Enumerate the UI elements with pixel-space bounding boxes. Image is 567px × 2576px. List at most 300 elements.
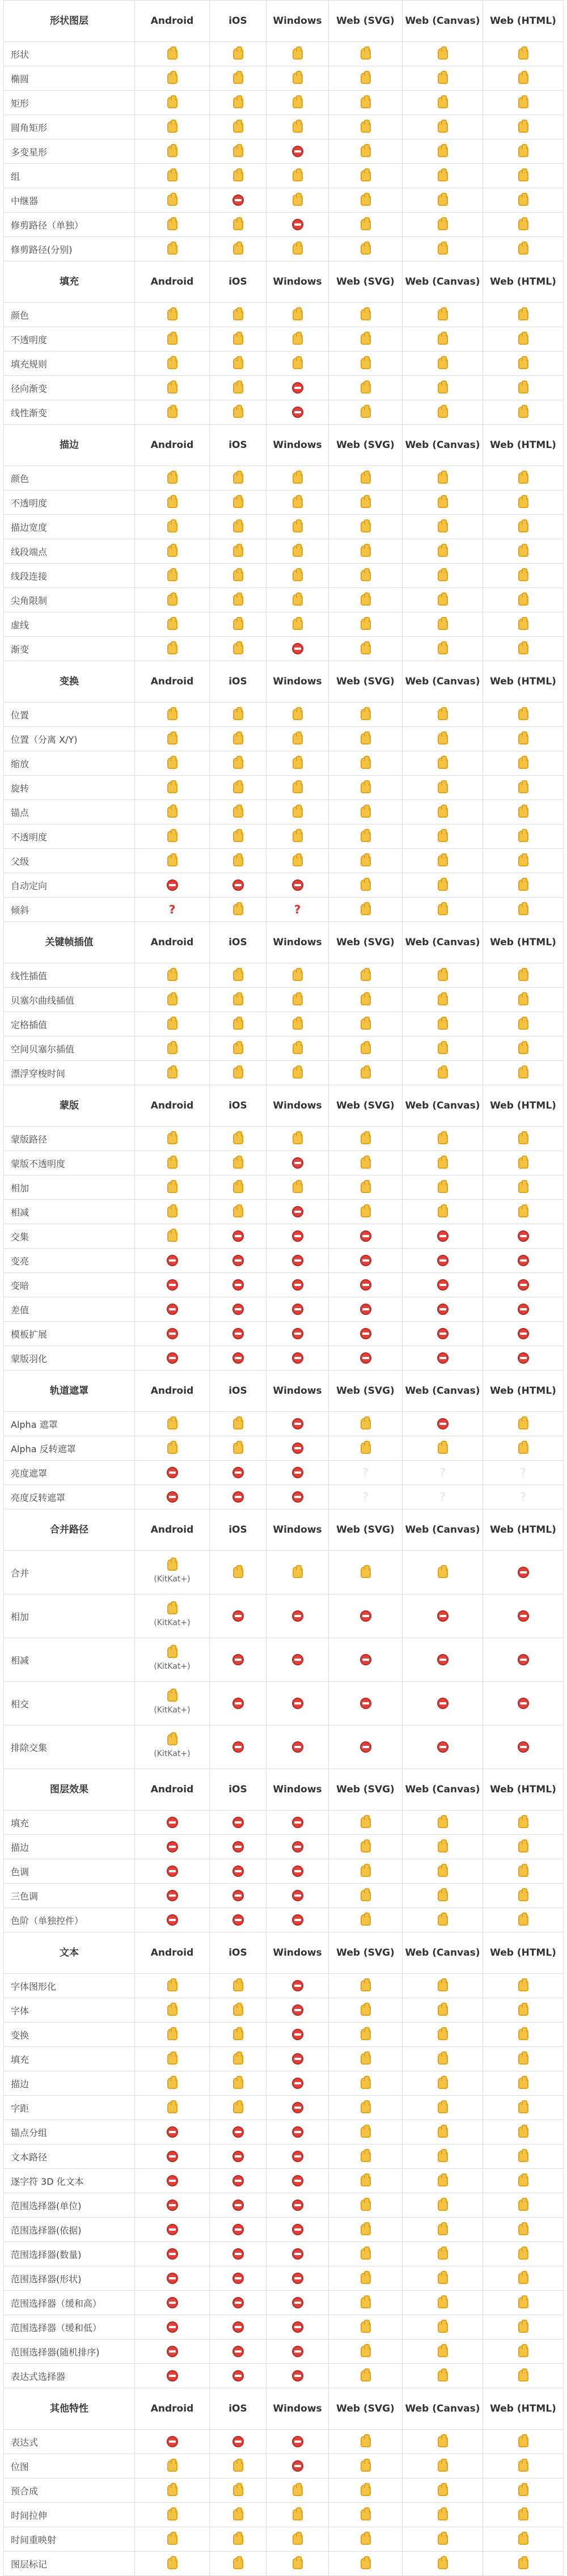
thumbs-up-icon	[233, 1133, 243, 1144]
support-cell	[329, 327, 403, 351]
support-cell	[135, 327, 210, 351]
support-mark	[438, 121, 448, 133]
support-mark	[167, 2151, 178, 2162]
thumbs-up-icon	[361, 2029, 371, 2040]
thumbs-up-icon	[438, 472, 448, 484]
thumbs-up-icon	[167, 831, 177, 842]
support-mark	[292, 1206, 303, 1217]
support-mark	[518, 2126, 528, 2138]
support-cell	[266, 91, 329, 115]
thumbs-up-icon	[438, 806, 448, 818]
thumbs-up-icon	[361, 2224, 371, 2235]
support-mark	[167, 2370, 178, 2382]
no-entry-icon	[232, 1352, 244, 1364]
support-cell	[210, 2096, 266, 2120]
thumbs-up-icon	[518, 2436, 528, 2447]
row-label: 表达式	[3, 2430, 135, 2454]
section-header-row	[3, 922, 564, 963]
table-row	[3, 303, 564, 327]
support-mark	[233, 219, 243, 230]
support-mark	[167, 358, 177, 369]
support-mark	[293, 570, 303, 581]
no-entry-icon	[292, 382, 303, 394]
support-cell	[403, 2047, 483, 2071]
support-mark	[154, 1603, 190, 1629]
support-cell	[266, 2047, 329, 2071]
no-entry-icon	[167, 1304, 178, 1315]
support-cell	[403, 139, 483, 163]
support-cell	[329, 1551, 403, 1594]
support-mark	[438, 73, 448, 84]
table-section	[3, 1769, 564, 1932]
support-mark	[361, 1182, 371, 1193]
support-mark	[438, 1443, 448, 1454]
support-mark	[232, 2321, 244, 2333]
thumbs-up-icon	[518, 243, 528, 255]
support-mark	[518, 2460, 528, 2472]
support-mark	[518, 1567, 529, 1578]
section-title: 轨道遮罩	[3, 1371, 135, 1411]
support-mark	[361, 643, 371, 654]
table-row	[3, 963, 564, 988]
thumbs-up-icon	[233, 570, 243, 581]
support-mark	[232, 1914, 244, 1926]
no-entry-icon	[167, 2199, 178, 2211]
support-mark	[437, 1352, 448, 1364]
support-cell	[210, 2552, 266, 2575]
no-entry-icon	[518, 1698, 529, 1709]
support-cell	[329, 188, 403, 212]
support-cell	[135, 1811, 210, 1834]
support-mark	[518, 733, 528, 745]
table-row	[3, 1725, 564, 1769]
thumbs-up-icon	[361, 2248, 371, 2260]
support-mark	[518, 2053, 528, 2065]
support-mark	[233, 407, 243, 418]
support-cell	[135, 1346, 210, 1370]
thumbs-up-icon	[167, 2485, 177, 2496]
support-mark	[361, 382, 371, 394]
support-mark	[438, 48, 448, 60]
thumbs-up-icon	[293, 2558, 303, 2569]
thumbs-up-icon	[361, 2346, 371, 2357]
support-mark	[233, 472, 243, 484]
table-section	[3, 1, 564, 261]
no-entry-icon	[360, 1304, 371, 1315]
table-row	[3, 352, 564, 376]
no-entry-icon	[292, 1443, 303, 1454]
thumbs-up-icon	[167, 1182, 177, 1193]
no-entry-icon	[167, 1491, 178, 1503]
support-mark	[438, 1914, 448, 1926]
support-mark	[361, 1157, 371, 1169]
table-row	[3, 376, 564, 400]
support-cell	[329, 1061, 403, 1085]
table-section	[3, 1932, 564, 2388]
support-cell	[403, 800, 483, 824]
support-mark	[233, 2509, 243, 2520]
no-entry-icon	[292, 146, 303, 157]
no-entry-icon	[167, 2321, 178, 2333]
support-cell	[329, 515, 403, 539]
support-table	[3, 0, 564, 2576]
no-entry-icon	[232, 194, 244, 206]
support-cell	[135, 139, 210, 163]
support-mark	[438, 2321, 448, 2333]
support-cell	[210, 2503, 266, 2527]
row-label: 颜色	[3, 466, 135, 490]
support-mark	[437, 1255, 448, 1266]
support-mark	[438, 758, 448, 769]
support-mark	[293, 358, 303, 369]
table-row	[3, 1908, 564, 1932]
support-mark	[167, 2053, 177, 2065]
column-header: Web (HTML)	[483, 425, 564, 466]
table-section	[3, 1371, 564, 1509]
support-mark	[167, 594, 177, 606]
table-row	[3, 898, 564, 922]
support-cell	[403, 564, 483, 587]
support-cell	[135, 1151, 210, 1175]
support-cell	[135, 1551, 210, 1594]
support-cell	[266, 1974, 329, 1998]
no-entry-icon	[232, 1279, 244, 1291]
support-cell	[135, 1061, 210, 1085]
support-cell	[329, 1638, 403, 1681]
support-mark	[167, 2297, 178, 2308]
support-cell	[483, 1725, 564, 1769]
support-cell	[403, 2364, 483, 2388]
support-mark	[167, 382, 177, 394]
support-mark	[518, 1654, 529, 1665]
support-cell	[329, 776, 403, 800]
section-title: 其他特性	[3, 2388, 135, 2429]
column-header: iOS	[210, 661, 266, 702]
thumbs-up-icon	[438, 243, 448, 255]
table-row	[3, 2340, 564, 2364]
support-cell	[483, 588, 564, 612]
table-row	[3, 2218, 564, 2242]
support-cell	[329, 2193, 403, 2217]
support-cell	[329, 1037, 403, 1060]
thumbs-up-icon	[438, 1067, 448, 1078]
support-mark	[292, 1698, 303, 1709]
support-cell	[210, 1297, 266, 1321]
support-mark	[233, 1182, 243, 1193]
no-entry-icon	[292, 2078, 303, 2089]
thumbs-up-icon	[518, 1018, 528, 1030]
support-cell	[403, 1998, 483, 2022]
support-mark	[360, 1255, 371, 1266]
thumbs-up-icon	[293, 472, 303, 484]
thumbs-up-icon	[361, 2004, 371, 2016]
support-cell	[210, 1037, 266, 1060]
section-header-row	[3, 261, 564, 303]
support-mark	[361, 358, 371, 369]
support-cell	[266, 2071, 329, 2095]
support-mark	[167, 309, 177, 320]
support-cell	[210, 2478, 266, 2502]
thumbs-up-icon	[438, 407, 448, 418]
thumbs-up-icon	[361, 1866, 371, 1877]
support-cell	[329, 988, 403, 1012]
row-label: 模板扩展	[3, 1322, 135, 1346]
support-mark	[518, 521, 528, 532]
support-cell	[329, 824, 403, 848]
support-cell	[483, 1127, 564, 1150]
support-cell	[329, 1151, 403, 1175]
support-mark	[437, 1328, 448, 1339]
thumbs-up-icon	[438, 994, 448, 1005]
thumbs-up-icon	[438, 1567, 448, 1578]
no-entry-icon	[518, 1741, 529, 1753]
row-label: 变亮	[3, 1249, 135, 1272]
section-header-row	[3, 1371, 564, 1412]
table-row	[3, 2478, 564, 2503]
thumbs-up-icon	[518, 1157, 528, 1169]
support-cell	[135, 1725, 210, 1769]
support-cell	[403, 466, 483, 490]
row-label: 相减	[3, 1638, 135, 1681]
row-label: 文本路径	[3, 2144, 135, 2168]
support-cell	[483, 2193, 564, 2217]
support-mark	[167, 121, 177, 133]
support-cell	[483, 91, 564, 115]
support-mark	[360, 1352, 371, 1364]
thumbs-up-icon	[167, 1603, 177, 1614]
row-label: 合并	[3, 1551, 135, 1594]
support-mark	[293, 521, 303, 532]
support-mark	[438, 733, 448, 745]
support-mark	[361, 2436, 371, 2447]
thumbs-up-icon	[233, 333, 243, 345]
support-mark	[167, 2436, 178, 2447]
thumbs-up-icon	[233, 545, 243, 557]
support-mark	[438, 709, 448, 720]
support-cell	[403, 727, 483, 751]
support-mark	[292, 1610, 303, 1622]
support-mark	[518, 2558, 528, 2569]
support-cell	[483, 2291, 564, 2315]
support-mark	[361, 48, 371, 60]
support-cell	[135, 2454, 210, 2478]
thumbs-up-icon	[518, 407, 528, 418]
support-cell	[210, 1249, 266, 1272]
support-cell	[210, 164, 266, 188]
support-mark	[361, 831, 371, 842]
support-cell	[135, 898, 210, 921]
thumbs-up-icon	[361, 570, 371, 581]
support-cell	[266, 1224, 329, 1248]
support-mark	[167, 1491, 178, 1503]
support-mark	[293, 1018, 303, 1030]
support-mark	[361, 219, 371, 230]
support-cell	[210, 751, 266, 775]
no-entry-icon	[292, 2321, 303, 2333]
support-mark	[438, 1890, 448, 1901]
thumbs-up-icon	[233, 472, 243, 484]
support-cell	[329, 963, 403, 987]
section-header-row	[3, 425, 564, 466]
row-label: 范围选择器(单位)	[3, 2193, 135, 2217]
support-cell	[135, 612, 210, 636]
support-cell	[266, 2120, 329, 2144]
thumbs-up-icon	[361, 121, 371, 133]
row-label: 尖角限制	[3, 588, 135, 612]
support-cell	[135, 1175, 210, 1199]
support-cell	[329, 2478, 403, 2502]
thumbs-up-icon	[361, 733, 371, 745]
thumbs-up-icon	[518, 709, 528, 720]
support-cell	[266, 1811, 329, 1834]
no-entry-icon	[167, 1841, 178, 1852]
support-cell	[483, 1273, 564, 1297]
support-cell	[135, 2552, 210, 2575]
support-mark	[361, 545, 371, 557]
support-cell	[266, 164, 329, 188]
thumbs-up-icon	[361, 1133, 371, 1144]
thumbs-up-icon	[438, 1182, 448, 1193]
thumbs-up-icon	[233, 309, 243, 320]
support-cell	[210, 2071, 266, 2095]
thumbs-up-icon	[167, 521, 177, 532]
support-cell	[135, 2120, 210, 2144]
support-mark	[361, 472, 371, 484]
row-label: 线段端点	[3, 539, 135, 563]
thumbs-up-icon	[167, 758, 177, 769]
row-label: 范围选择器(随机排序)	[3, 2340, 135, 2363]
support-mark	[518, 2151, 528, 2162]
no-entry-icon	[292, 1980, 303, 1991]
table-row	[3, 776, 564, 800]
support-mark	[361, 2053, 371, 2065]
thumbs-up-icon	[438, 194, 448, 206]
support-mark	[293, 855, 303, 866]
support-mark	[437, 1654, 448, 1665]
row-label: 修剪路径（单独）	[3, 213, 135, 236]
support-mark	[233, 782, 243, 793]
support-cell	[329, 2364, 403, 2388]
support-cell	[210, 2266, 266, 2290]
support-cell	[135, 1037, 210, 1060]
thumbs-up-icon	[233, 2004, 243, 2016]
row-label: Alpha 遮罩	[3, 1412, 135, 1436]
support-mark	[439, 1491, 446, 1503]
support-cell	[135, 849, 210, 873]
support-cell	[210, 376, 266, 400]
table-row	[3, 988, 564, 1012]
support-mark	[361, 170, 371, 181]
column-header: Web (Canvas)	[403, 661, 483, 702]
support-cell	[266, 1200, 329, 1224]
support-mark	[292, 1279, 303, 1291]
support-mark	[167, 1817, 178, 1828]
no-entry-icon	[360, 1279, 371, 1291]
support-cell	[329, 1012, 403, 1036]
support-mark	[233, 170, 243, 181]
row-label: 范围选择器(依据)	[3, 2218, 135, 2241]
support-mark	[167, 2533, 177, 2545]
no-entry-icon	[232, 1467, 244, 1478]
thumbs-up-icon	[233, 994, 243, 1005]
support-mark	[233, 1018, 243, 1030]
support-mark	[233, 594, 243, 606]
row-label: 范围选择器（缓和高）	[3, 2291, 135, 2315]
thumbs-up-icon	[167, 1230, 177, 1242]
support-cell	[210, 1485, 266, 1509]
support-mark	[233, 2004, 243, 2016]
support-mark	[518, 2436, 528, 2447]
thumbs-up-icon	[438, 1841, 448, 1852]
column-header: Web (HTML)	[483, 1371, 564, 1411]
support-mark	[293, 1067, 303, 1078]
no-entry-icon	[292, 1157, 303, 1169]
support-cell	[403, 824, 483, 848]
support-mark	[233, 243, 243, 255]
support-cell	[483, 1249, 564, 1272]
no-entry-icon	[232, 1890, 244, 1901]
support-mark	[293, 2509, 303, 2520]
column-header: Web (Canvas)	[403, 1769, 483, 1810]
support-mark	[167, 1182, 177, 1193]
column-header: Web (SVG)	[329, 661, 403, 702]
thumbs-up-icon	[361, 1841, 371, 1852]
no-entry-icon	[518, 1567, 529, 1578]
support-cell	[403, 2218, 483, 2241]
support-cell	[135, 1638, 210, 1681]
support-cell	[329, 1811, 403, 1834]
question-red-icon: ?	[294, 903, 301, 916]
support-mark	[292, 2370, 303, 2382]
thumbs-up-icon	[438, 2485, 448, 2496]
row-label: 修剪路径(分别)	[3, 237, 135, 261]
support-cell	[135, 1461, 210, 1484]
table-section	[3, 2388, 564, 2576]
support-mark	[292, 1817, 303, 1828]
no-entry-icon	[232, 1654, 244, 1665]
no-entry-icon	[232, 2321, 244, 2333]
support-mark	[518, 170, 528, 181]
thumbs-up-icon	[361, 497, 371, 508]
support-mark	[232, 1255, 244, 1266]
row-label: 蒙版羽化	[3, 1346, 135, 1370]
thumbs-up-icon	[233, 758, 243, 769]
support-mark	[233, 1067, 243, 1078]
thumbs-up-icon	[361, 1890, 371, 1901]
thumbs-up-icon	[361, 1043, 371, 1054]
support-mark	[438, 146, 448, 157]
column-header: Windows	[266, 1769, 329, 1810]
support-mark	[361, 121, 371, 133]
support-mark	[167, 2224, 178, 2235]
column-header: Web (HTML)	[483, 261, 564, 302]
support-mark	[361, 1866, 371, 1877]
thumbs-up-icon	[361, 2175, 371, 2186]
support-cell	[135, 303, 210, 327]
row-label: 漂浮穿梭时间	[3, 1061, 135, 1085]
support-mark	[360, 1279, 371, 1291]
support-cell	[329, 400, 403, 424]
table-row	[3, 466, 564, 490]
thumbs-up-icon	[361, 407, 371, 418]
support-mark	[438, 2436, 448, 2447]
support-cell	[266, 2454, 329, 2478]
support-mark	[518, 194, 528, 206]
support-mark	[438, 407, 448, 418]
support-mark	[233, 970, 243, 981]
support-cell	[403, 115, 483, 139]
support-cell	[210, 1436, 266, 1460]
